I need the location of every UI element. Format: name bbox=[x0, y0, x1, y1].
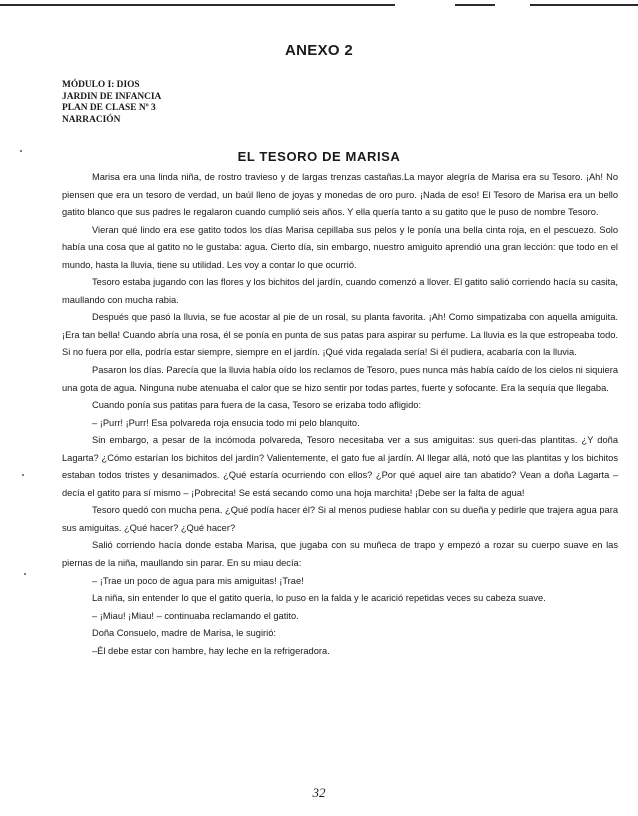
meta-plan: PLAN DE CLASE Nº 3 bbox=[62, 103, 156, 114]
meta-module: MÓDULO I: DIOS bbox=[62, 80, 140, 90]
page-number: 32 bbox=[312, 785, 326, 800]
top-border-gap bbox=[395, 3, 455, 7]
story-paragraph: Después que pasó la lluvia, se fue acostar al pie de un rosal, su planta favorita. ¡Ah! Como simpatizaba con aquella amiguita.¡Era tan bella! Cuando abría una rosa, él se ponía en punta de sus patas para aspirar su perfume. La lluvia es la que estropeaba todo. Si no fuera por ella, podría estar siempre, siempre en el jardín. ¡Qué vida regalada sería! Si él pudiera, acabaría con la lluvia. bbox=[62, 312, 618, 358]
meta-type: NARRACIÓN bbox=[62, 114, 121, 125]
story-paragraph: Pasaron los días. Parecía que la lluvia había oído los reclamos de Tesoro, pues nunca más había caído de los cielos ni siquiera una gota de agua. Ninguna nube atenuaba el calor que se hizo sentir por todas partes, fuerte y sofocante. Era la sequía que llegaba. bbox=[62, 365, 618, 393]
story-body bbox=[62, 169, 618, 660]
story-paragraph: Vieran qué lindo era ese gatito todos los días Marisa cepillaba sus pelos y le ponía una bella cinta roja, en el pescuezo. Solo había una cosa que al gatito no le gustaba: agua. Cierto día, sin embargo, nuestro amiguito aprendió una gran lección: que todo en el mundo, hasta la lluvia, tiene su utilidad. Les voy a contar lo que ocurrió. bbox=[62, 224, 618, 270]
margin-speck bbox=[24, 573, 26, 575]
story-paragraph: La niña, sin entender lo que el gatito quería, lo puso en la falda y le acarició repetidas veces su cabeza suave. bbox=[92, 593, 546, 604]
story-paragraph: Tesoro estaba jugando con las flores y los bichitos del jardín, cuando comenzó a llover. El gatito salió corriendo hacía su casita, maullando con mucha rabia. bbox=[62, 277, 618, 305]
story-paragraph: Doña Consuelo, madre de Marisa, le sugirió: bbox=[92, 628, 276, 639]
top-border-gap bbox=[495, 3, 530, 7]
dialogue-line: – ¡Trae un poco de agua para mis amiguitas! ¡Trae! bbox=[92, 575, 304, 586]
dialogue-line: – ¡Purr! ¡Purr! Esa polvareda roja ensucia todo mi pelo blanquito. bbox=[92, 417, 360, 428]
story-paragraph: Marisa era una linda niña, de rostro travieso y de largas trenzas castañas.La mayor alegría de Marisa era su Tesoro. ¡Ah! No piensen que era un tesoro de verdad, un baúl lleno de joyas y monedas de oro puro. ¡Nada de eso! El Tesoro de Marisa era un bello gatito blanco que sus padres le regalaron cuando cumplió seis años. Y ella quería tanto a su gatito que le puso de nombre Tesoro. bbox=[62, 172, 618, 218]
story-paragraph: Tesoro quedó con mucha pena. ¿Qué podía hacer él? Si al menos pudiese hablar con su dueña y pedirle que trajera agua para sus amiguitas. ¿Qué hacer? ¿Qué hacer? bbox=[62, 505, 618, 533]
story-paragraph: Cuando ponía sus patitas para fuera de la casa, Tesoro se erizaba todo afligido: bbox=[92, 400, 422, 411]
meta-level: JARDIN DE INFANCIA bbox=[62, 91, 162, 102]
lesson-metadata bbox=[62, 80, 161, 126]
story-paragraph: Salió corriendo hacía donde estaba Marisa, que jugaba con su muñeca de trapo y empezó a rozar su cuerpo suave en las piernas de la niña, maullando sin parar. En su miau decía: bbox=[62, 540, 618, 569]
story-title: EL TESORO DE MARISA bbox=[237, 149, 401, 164]
margin-speck bbox=[20, 150, 22, 152]
story-paragraph: Sin embargo, a pesar de la incómoda polvareda, Tesoro necesitaba ver a sus amiguitas: sus queri-das plantitas. ¿Y doña Lagarta? ¿Cómo estarían los bichitos del jardín? Valientemente, el gato fue al jardín. Al llegar allá, notó que las plantitas y los bichitos estaban todos tristes y desanimados. ¿Qué estaría ocurriendo con ellos? ¿Por qué aquel aire tan abatido? Vean a doña Lagarta – decía el gatito para sí mismo – ¡Pobrecita! Se está secando como una hoja marchita! ¡Debe ser la falta de agua! bbox=[62, 435, 618, 498]
dialogue-line: – ¡Miau! ¡Miau! – continuaba reclamando el gatito. bbox=[92, 610, 299, 621]
top-border-rule bbox=[0, 4, 638, 6]
margin-speck bbox=[22, 474, 24, 476]
dialogue-line: –Él debe estar con hambre, hay leche en la refrigeradora. bbox=[92, 645, 330, 656]
annex-heading: ANEXO 2 bbox=[285, 42, 353, 59]
